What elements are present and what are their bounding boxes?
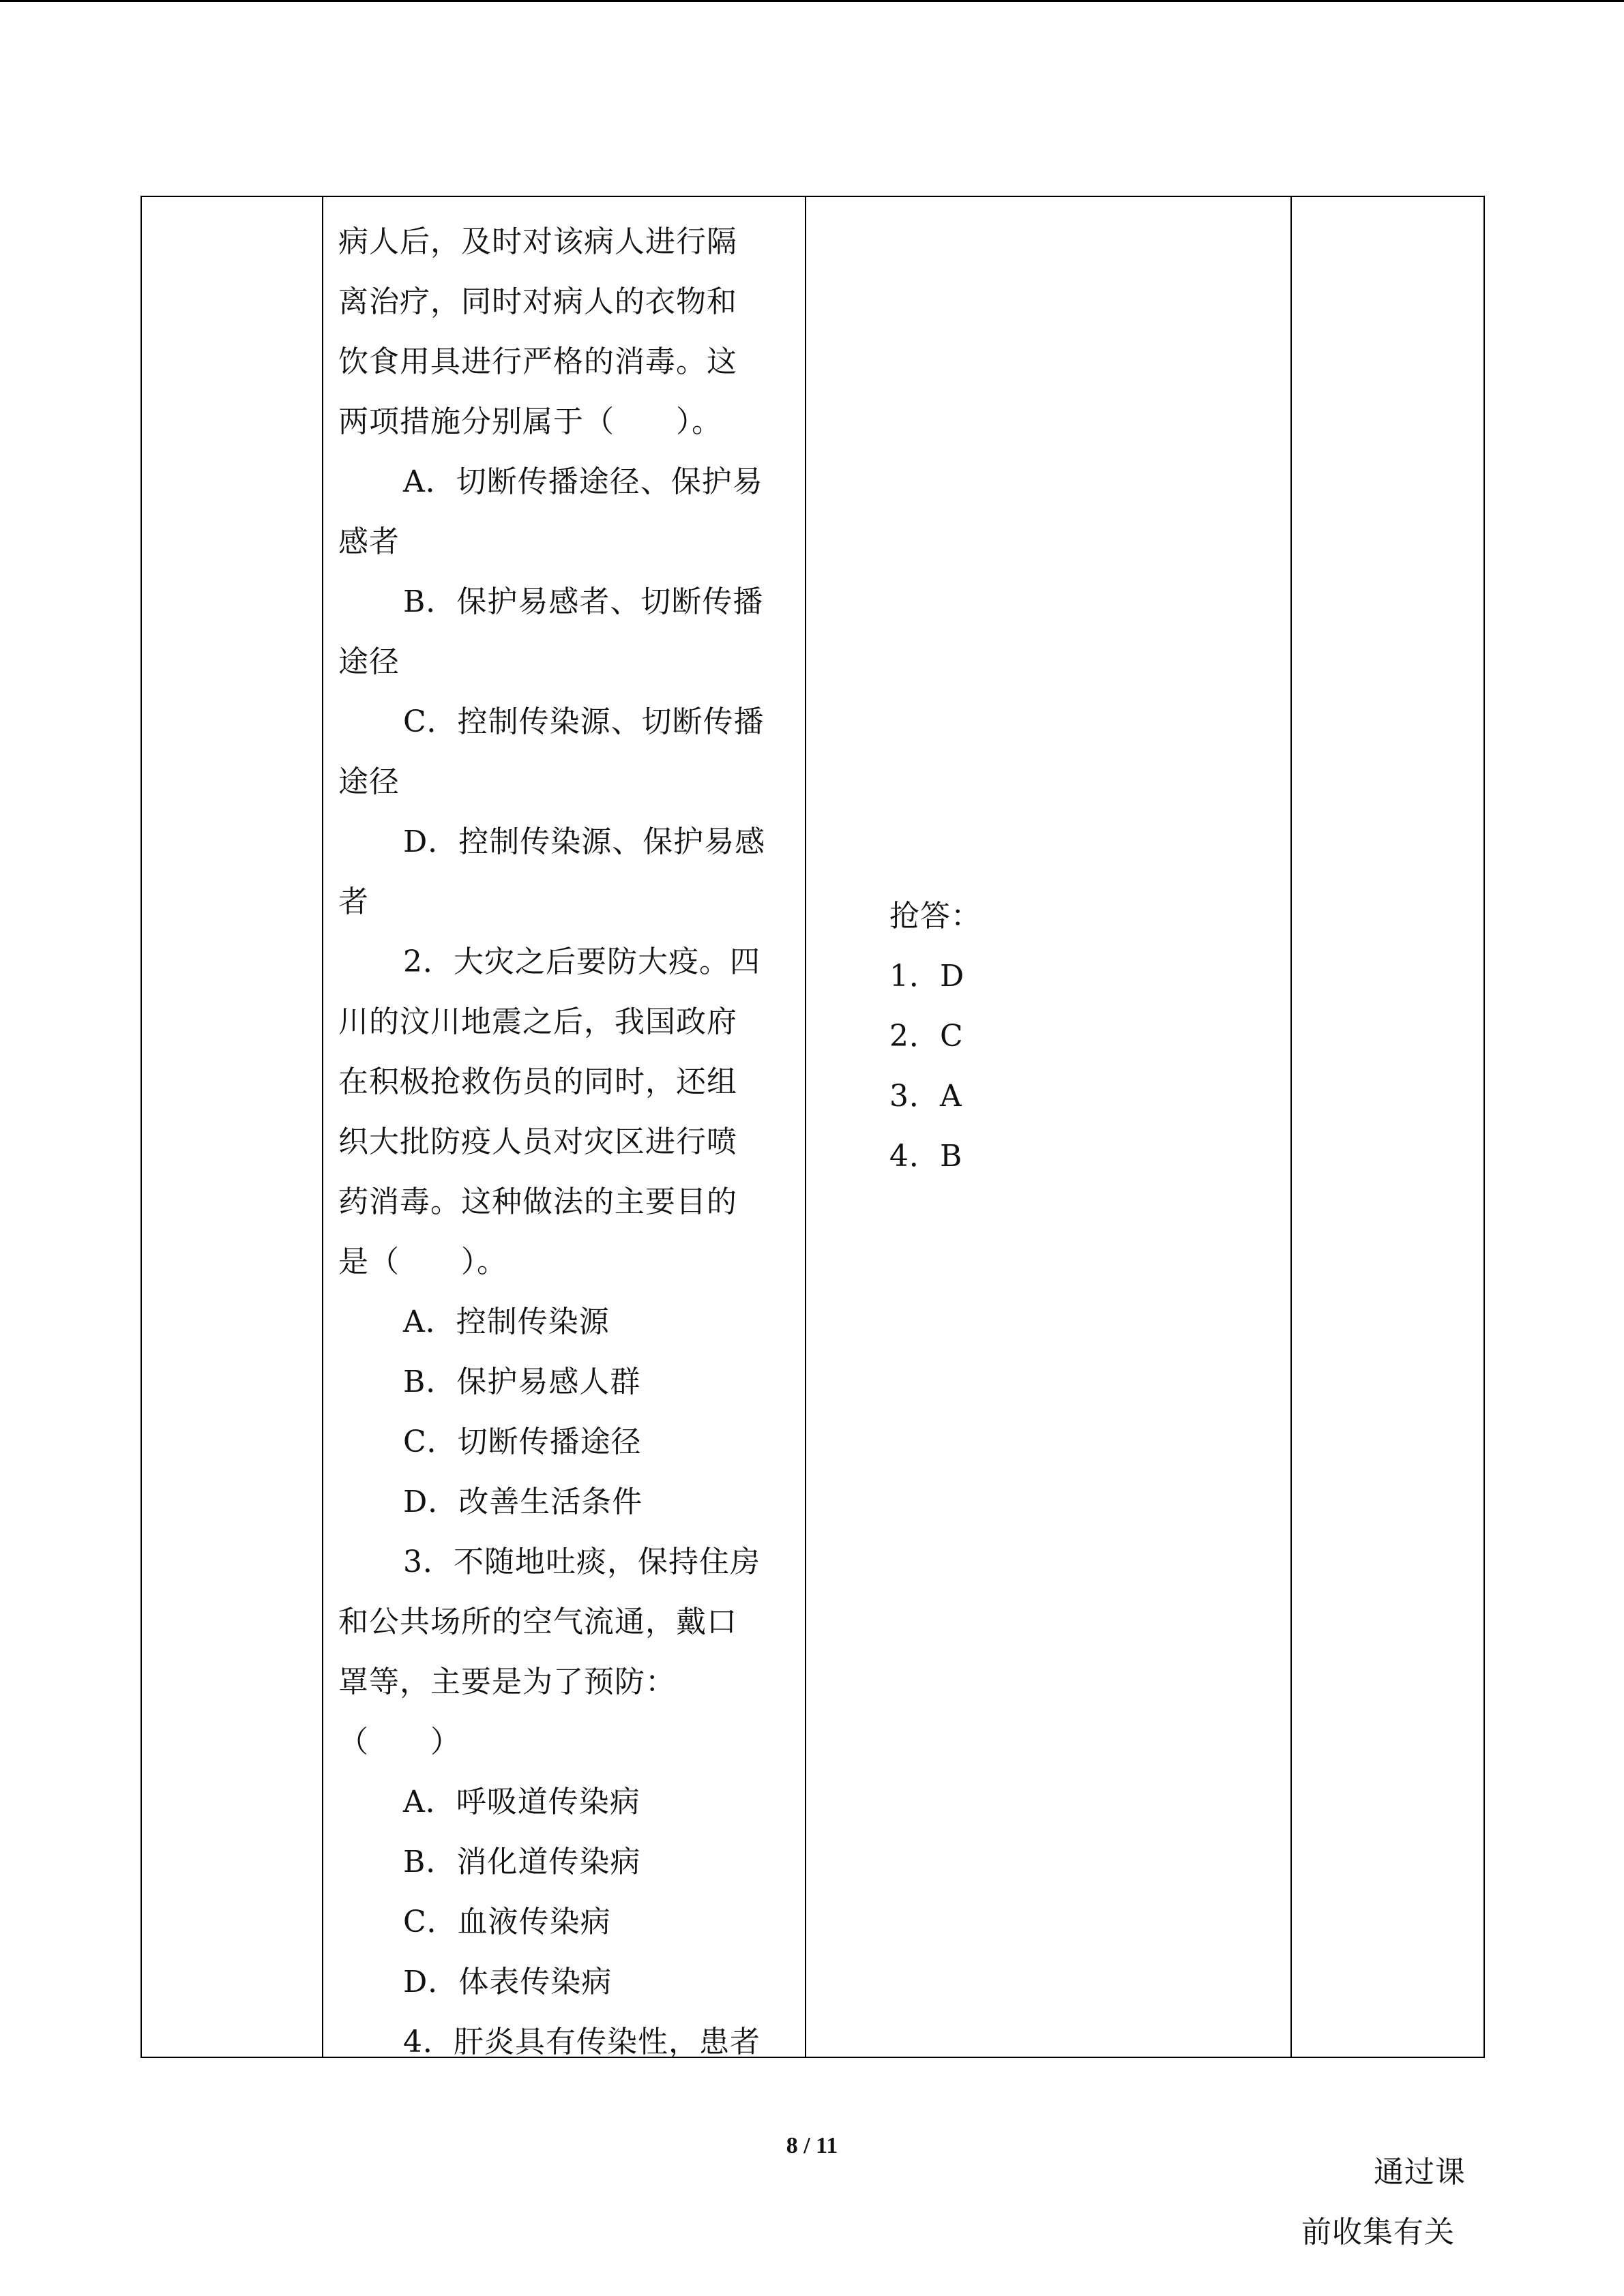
answer-item-2: 2．C <box>889 1019 964 1054</box>
answer-title: 抢答： <box>889 899 981 934</box>
answer-item-3: 3．A <box>889 1079 962 1114</box>
question-line: 者 <box>338 884 369 919</box>
question-line: D．体表传染病 <box>403 1965 612 1999</box>
design-intent-text <box>1301 2143 1466 2263</box>
page-top-border <box>0 0 1624 2</box>
question-line: 途径 <box>338 644 400 679</box>
table-row <box>141 196 1484 2057</box>
section-cell <box>141 196 323 2057</box>
question-line: 3．不随地吐痰，保持住房 <box>403 1545 761 1579</box>
question-line: 2．大灾之后要防大疫。四 <box>403 944 761 979</box>
question-line: 在积极抢救伤员的同时，还组 <box>338 1064 737 1099</box>
question-line: 途径 <box>338 764 400 799</box>
question-line: C．控制传染源、切断传播 <box>403 704 765 739</box>
question-line: C．血液传染病 <box>403 1905 611 1939</box>
answer-list <box>889 886 981 1187</box>
question-line: A．切断传播途径、保护易 <box>403 464 763 499</box>
question-line: 罩等，主要是为了预防： <box>338 1665 676 1699</box>
answer-item-1: 1．D <box>889 959 965 994</box>
question-line: 和公共场所的空气流通，戴口 <box>338 1605 737 1639</box>
page-number: 8 / 11 <box>786 2133 838 2158</box>
question-line: 织大批防疫人员对灾区进行喷 <box>338 1124 737 1159</box>
question-line: 川的汶川地震之后，我国政府 <box>338 1004 737 1039</box>
question-line: 药消毒。这种做法的主要目的 <box>338 1184 737 1219</box>
question-line: （ ） <box>338 1725 461 1759</box>
question-line: D．控制传染源、保护易感 <box>403 824 766 859</box>
question-line: 离治疗，同时对病人的衣物和 <box>338 284 737 319</box>
design-intent-line-1: 通过课 <box>1374 2155 1466 2190</box>
design-intent-line-2: 前收集有关 <box>1301 2215 1455 2250</box>
question-line: 饮食用具进行严格的消毒。这 <box>338 344 737 379</box>
question-line: B．保护易感者、切断传播 <box>403 584 764 619</box>
answer-item-4: 4．B <box>889 1139 963 1174</box>
question-line: B．消化道传染病 <box>403 1845 641 1879</box>
question-line: 两项措施分别属于（ ）。 <box>338 404 722 439</box>
question-line: 感者 <box>338 524 400 559</box>
question-line: A．控制传染源 <box>403 1304 610 1339</box>
question-line: 病人后，及时对该病人进行隔 <box>338 224 737 259</box>
question-cell <box>323 196 806 2057</box>
question-line: D．改善生活条件 <box>403 1485 643 1519</box>
question-line: 4．肝炎具有传染性，患者 <box>403 2025 761 2059</box>
student-activity-cell <box>806 196 1291 2057</box>
question-lines <box>323 197 805 2057</box>
question-line: C．切断传播途径 <box>403 1425 642 1459</box>
question-line: B．保护易感人群 <box>403 1365 641 1399</box>
question-line: 是（ ）。 <box>338 1244 507 1279</box>
design-intent-cell <box>1291 196 1484 2250</box>
question-line: A．呼吸道传染病 <box>403 1785 640 1819</box>
